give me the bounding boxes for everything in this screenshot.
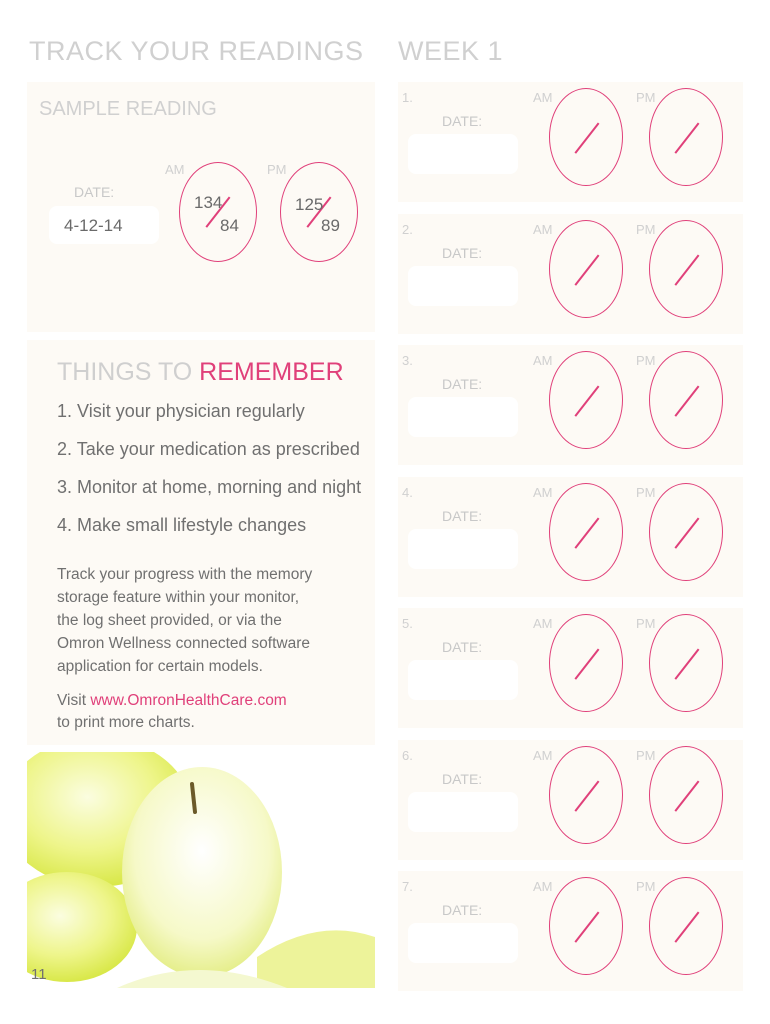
- row-pm-label: PM: [636, 879, 656, 894]
- row-date-label: DATE:: [442, 376, 483, 392]
- row-am-label: AM: [533, 484, 553, 500]
- row-date-input[interactable]: [408, 529, 518, 569]
- paragraph-line: the log sheet provided, or via the: [57, 612, 282, 629]
- am-reading-circle[interactable]: [549, 88, 623, 186]
- row-number: 2.: [402, 221, 413, 237]
- row-date-input[interactable]: [408, 660, 518, 700]
- paragraph-line: storage feature within your monitor,: [57, 589, 300, 606]
- pm-reading-circle[interactable]: [649, 220, 723, 318]
- sample-reading-panel: [27, 82, 375, 332]
- row-date-label: DATE:: [442, 639, 483, 655]
- row-am-label: AM: [533, 616, 553, 631]
- row-date-input[interactable]: [408, 923, 518, 963]
- pm-reading-circle[interactable]: [649, 614, 723, 712]
- sample-date-box: [49, 206, 159, 244]
- pm-reading-circle[interactable]: [649, 746, 723, 844]
- pm-reading-circle[interactable]: [649, 88, 723, 186]
- week-row: [398, 345, 743, 465]
- remember-item: 1. Visit your physician regularly: [57, 401, 305, 421]
- remember-title: [57, 358, 344, 387]
- sample-date-label: DATE:: [74, 184, 115, 200]
- sample-pm-circle: [280, 162, 358, 262]
- week-row: [398, 214, 743, 334]
- sample-am-label: AM: [165, 162, 185, 177]
- row-am-label: AM: [533, 90, 553, 105]
- page-number: 11: [31, 966, 47, 983]
- visit-prefix: Visit: [57, 692, 87, 709]
- row-date-input[interactable]: [408, 792, 518, 832]
- row-am-label: AM: [533, 353, 553, 368]
- week-row: [398, 871, 743, 991]
- row-date-input[interactable]: [408, 134, 518, 174]
- row-pm-label: PM: [636, 484, 656, 500]
- row-number: 1.: [402, 90, 413, 105]
- row-pm-label: PM: [636, 616, 656, 631]
- week-row: [398, 740, 743, 860]
- row-number: 7.: [402, 879, 413, 894]
- sample-am-circle: [179, 162, 257, 262]
- row-pm-label: PM: [636, 90, 656, 105]
- week-row: [398, 477, 743, 597]
- remember-item: 4. Make small lifestyle changes: [57, 515, 307, 535]
- paragraph-line: Omron Wellness connected software: [57, 635, 310, 652]
- row-am-label: AM: [533, 747, 553, 763]
- row-number: 3.: [402, 353, 413, 368]
- apple-illustration: [27, 752, 375, 988]
- row-pm-label: PM: [636, 353, 656, 368]
- sample-am-systolic: 134: [194, 193, 223, 212]
- sample-date-value: 4-12-14: [64, 216, 123, 235]
- row-am-label: AM: [533, 221, 553, 237]
- row-pm-label: PM: [636, 221, 656, 237]
- sample-pm-diastolic: 89: [321, 216, 340, 235]
- week-row: [398, 608, 743, 728]
- row-am-label: AM: [533, 879, 553, 894]
- row-date-label: DATE:: [442, 507, 483, 524]
- paragraph-line: Track your progress with the memory: [57, 566, 313, 583]
- week-title: WEEK 1: [398, 36, 504, 66]
- row-date-label: DATE:: [442, 113, 483, 129]
- row-date-label: DATE:: [442, 902, 483, 918]
- remember-title-highlight: REMEMBER: [199, 358, 344, 386]
- apple-photo: [27, 752, 375, 988]
- remember-item: 2. Take your medication as prescribed: [57, 439, 360, 459]
- pm-reading-circle[interactable]: [649, 877, 723, 975]
- pm-reading-circle[interactable]: [649, 483, 723, 581]
- row-pm-label: PM: [636, 747, 656, 763]
- row-number: 4.: [402, 484, 413, 500]
- week-row: [398, 82, 743, 202]
- sample-pm-systolic: 125: [295, 195, 324, 214]
- remember-item: 3. Monitor at home, morning and night: [57, 477, 362, 497]
- visit-suffix: to print more charts.: [57, 714, 195, 731]
- sample-reading-title: SAMPLE READING: [39, 98, 217, 120]
- row-number: 5.: [402, 616, 413, 631]
- am-reading-circle[interactable]: [549, 746, 623, 844]
- visit-line: [57, 689, 287, 712]
- sample-pm-label: PM: [267, 162, 287, 177]
- row-number: 6.: [402, 747, 413, 763]
- row-date-label: DATE:: [442, 770, 483, 787]
- am-reading-circle[interactable]: [549, 483, 623, 581]
- row-date-input[interactable]: [408, 397, 518, 437]
- sample-am-diastolic: 84: [220, 216, 239, 235]
- website-link[interactable]: www.OmronHealthCare.com: [90, 692, 287, 709]
- row-date-input[interactable]: [408, 266, 518, 306]
- remember-title-prefix: THINGS TO: [57, 358, 193, 386]
- row-date-label: DATE:: [442, 244, 483, 261]
- pm-reading-circle[interactable]: [649, 351, 723, 449]
- paragraph-line: application for certain models.: [57, 658, 263, 675]
- am-reading-circle[interactable]: [549, 877, 623, 975]
- am-reading-circle[interactable]: [549, 220, 623, 318]
- page-title: TRACK YOUR READINGS: [29, 36, 364, 66]
- am-reading-circle[interactable]: [549, 614, 623, 712]
- am-reading-circle[interactable]: [549, 351, 623, 449]
